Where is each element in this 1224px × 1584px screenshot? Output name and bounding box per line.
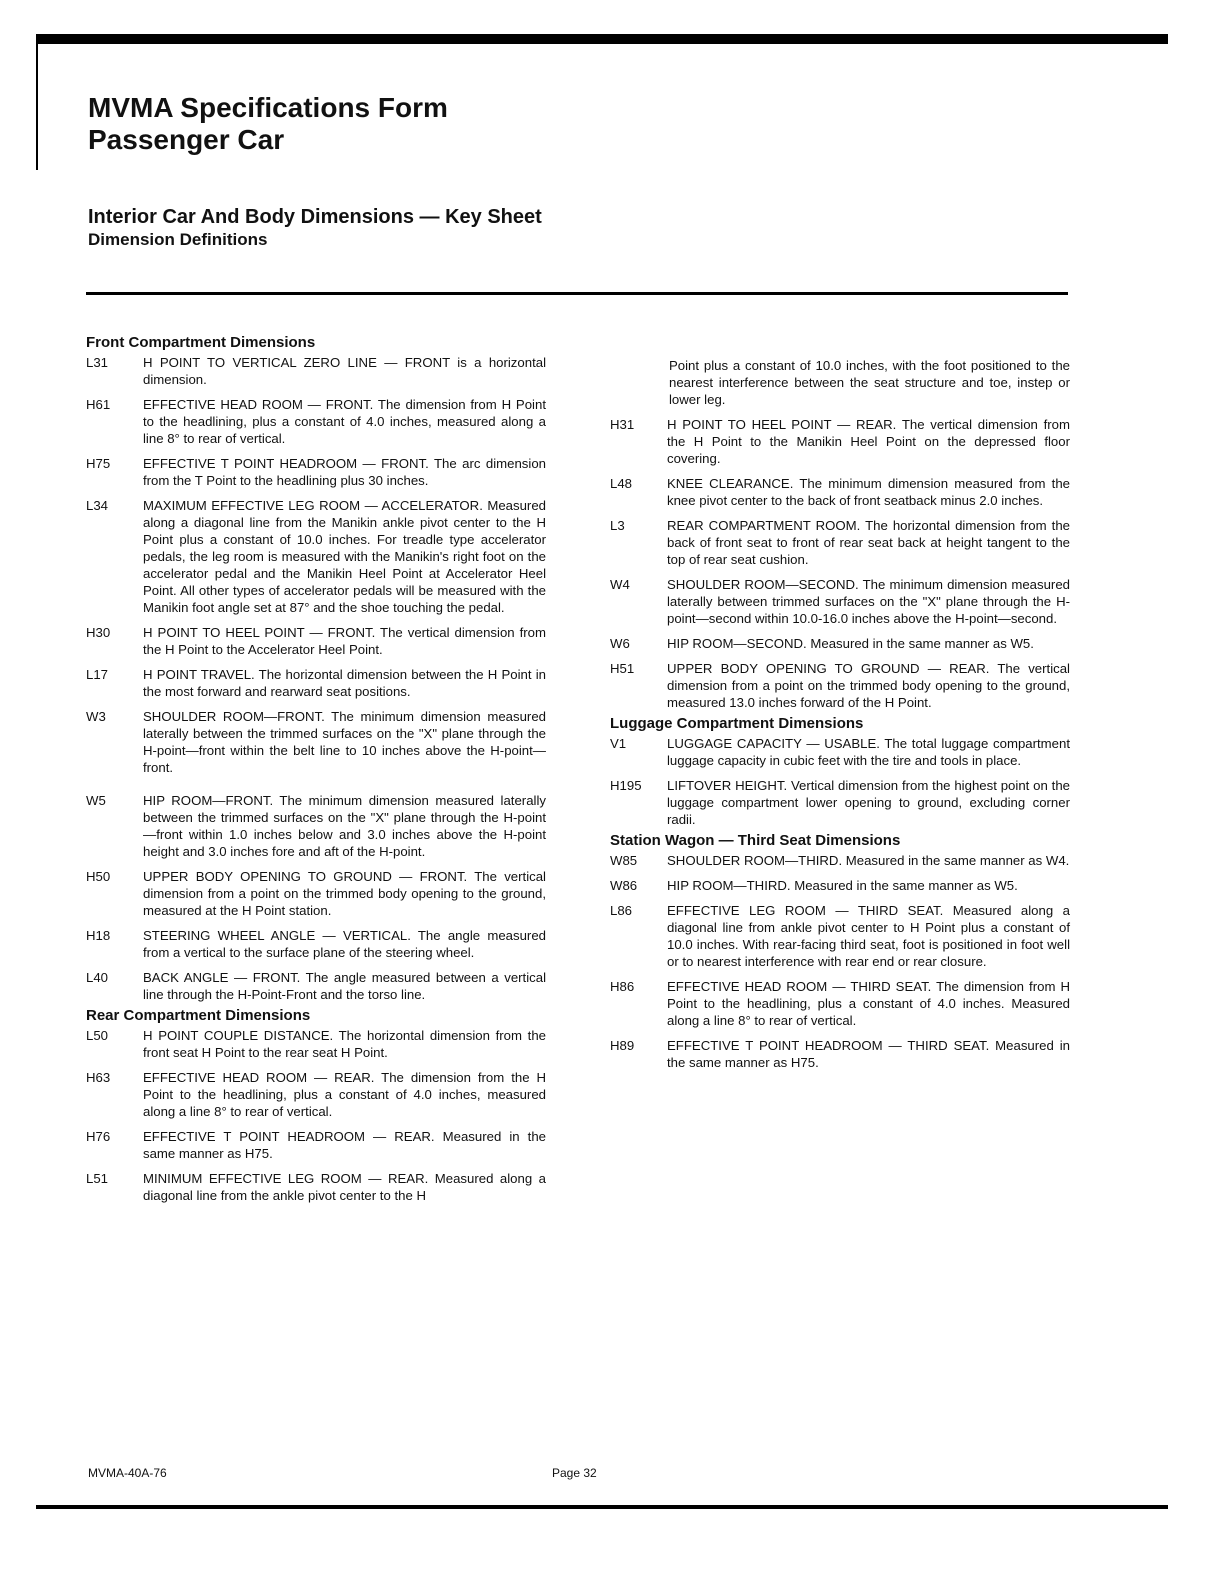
dimension-code: W6 — [610, 636, 630, 651]
dimension-code: L51 — [86, 1171, 109, 1186]
definition-entry — [610, 660, 1070, 711]
dimension-text: KNEE CLEARANCE. The minimum dimension measured from the knee pivot center to the back of front seatback minus 2.0 inches. — [667, 476, 1070, 508]
definition-entry — [86, 666, 546, 700]
dimension-text: EFFECTIVE LEG ROOM — THIRD SEAT. Measured along a diagonal line from ankle pivot center to H Point plus a constant of 10.0 inches. With rear-facing third seat, foot is positioned in foot well or to nearest interference with rear end or rear closure. — [667, 903, 1070, 969]
definition-entry — [610, 475, 1070, 509]
right-column — [610, 357, 1070, 1079]
definition-entry — [86, 396, 546, 447]
dimension-text: EFFECTIVE T POINT HEADROOM — FRONT. The arc dimension from the T Point to the headlining plus 30 inches. — [143, 456, 546, 488]
dimension-code: L86 — [610, 903, 633, 918]
definition-entry — [86, 354, 546, 388]
dimension-code: L40 — [86, 970, 109, 985]
definition-entry — [610, 852, 1070, 869]
dimension-text: EFFECTIVE HEAD ROOM — FRONT. The dimension from H Point to the headlining, plus a constant of 4.0 inches, measured along a line 8° to rear of vertical. — [143, 397, 546, 446]
dimension-code: W85 — [610, 853, 638, 868]
dimension-text: EFFECTIVE HEAD ROOM — THIRD SEAT. The dimension from H Point to the headlining, plus a constant of 4.0 inches. Measured along a line 8° to rear of vertical. — [667, 979, 1070, 1028]
definition-entry — [86, 1170, 546, 1204]
dimension-code: W4 — [610, 577, 630, 592]
title-line-2: Passenger Car — [88, 124, 285, 155]
definition-entry — [86, 455, 546, 489]
document-title — [88, 92, 448, 156]
definition-entry — [86, 969, 546, 1003]
left-column — [86, 330, 546, 1212]
dimension-code: L34 — [86, 498, 109, 513]
dimension-text: H POINT COUPLE DISTANCE. The horizontal dimension from the front seat H Point to the rear seat H Point. — [143, 1028, 546, 1060]
subtitle: Interior Car And Body Dimensions — Key Sheet — [88, 206, 542, 228]
dimension-text: EFFECTIVE T POINT HEADROOM — THIRD SEAT. Measured in the same manner as H75. — [667, 1038, 1070, 1070]
dimension-text: H POINT TO HEEL POINT — REAR. The vertical dimension from the H Point to the Manikin Heel Point on the depressed floor covering. — [667, 417, 1070, 466]
dimension-code: V1 — [610, 736, 627, 751]
section-title-luggage: Luggage Compartment Dimensions — [610, 715, 864, 732]
dimension-code: H61 — [86, 397, 111, 412]
section-title-wagon: Station Wagon — Third Seat Dimensions — [610, 832, 901, 849]
dimension-code: H63 — [86, 1070, 111, 1085]
subsubtitle: Dimension Definitions — [88, 230, 268, 249]
definition-entry — [86, 708, 546, 776]
definition-entry — [86, 497, 546, 616]
dimension-text: BACK ANGLE — FRONT. The angle measured between a vertical line through the H-Point-Front and the torso line. — [143, 970, 546, 1002]
section-title-front: Front Compartment Dimensions — [86, 334, 316, 351]
definition-entry — [610, 777, 1070, 828]
dimension-text: SHOULDER ROOM—SECOND. The minimum dimension measured laterally between trimmed surfaces on the "X" plane through the H-point—second within 10.0-16.0 inches above the H-point—second. — [667, 577, 1070, 626]
definition-entry — [86, 1027, 546, 1061]
definition-entry — [610, 877, 1070, 894]
page-number: Page 32 — [552, 1466, 597, 1480]
dimension-code: W3 — [86, 709, 106, 724]
dimension-code: H30 — [86, 625, 111, 640]
definition-entry — [610, 635, 1070, 652]
dimension-code: W5 — [86, 793, 106, 808]
top-rule — [36, 34, 1168, 44]
definition-entry — [86, 1069, 546, 1120]
dimension-text: REAR COMPARTMENT ROOM. The horizontal dimension from the back of front seat to front of rear seat back at height tangent to the top of rear seat cushion. — [667, 518, 1070, 567]
dimension-code: H31 — [610, 417, 635, 432]
section-divider — [86, 292, 1068, 295]
side-rule — [36, 34, 38, 170]
dimension-code: L48 — [610, 476, 633, 491]
definition-entry — [86, 792, 546, 860]
dimension-code: H195 — [610, 778, 642, 793]
dimension-text: HIP ROOM—FRONT. The minimum dimension measured laterally between the trimmed surfaces on the "X" plane through the H-point—front within 1.0 inches below and 3.0 inches above the H-point height and 3.0 inches fore and aft of the H-point. — [143, 793, 546, 859]
dimension-text: H POINT TO VERTICAL ZERO LINE — FRONT is a horizontal dimension. — [143, 355, 546, 387]
dimension-text: LIFTOVER HEIGHT. Vertical dimension from the highest point on the luggage compartment lower opening to ground, excluding corner radii. — [667, 778, 1070, 827]
dimension-text: HIP ROOM—THIRD. Measured in the same manner as W5. — [667, 878, 1018, 893]
dimension-text: HIP ROOM—SECOND. Measured in the same manner as W5. — [667, 636, 1034, 651]
definition-entry — [86, 624, 546, 658]
continued-text: Point plus a constant of 10.0 inches, with the foot positioned to the nearest interference between the seat structure and toe, instep or lower leg. — [669, 358, 1070, 407]
form-id: MVMA-40A-76 — [88, 1466, 167, 1480]
dimension-code: L50 — [86, 1028, 109, 1043]
definition-entry — [610, 735, 1070, 769]
definition-entry — [610, 902, 1070, 970]
dimension-text: MINIMUM EFFECTIVE LEG ROOM — REAR. Measured along a diagonal line from the ankle pivot center to the H — [143, 1171, 546, 1203]
definition-entry — [610, 978, 1070, 1029]
dimension-text: LUGGAGE CAPACITY — USABLE. The total luggage compartment luggage capacity in cubic feet with the tire and tools in place. — [667, 736, 1070, 768]
dimension-text: EFFECTIVE T POINT HEADROOM — REAR. Measured in the same manner as H75. — [143, 1129, 546, 1161]
dimension-code: L3 — [610, 518, 625, 533]
title-line-1: MVMA Specifications Form — [88, 92, 448, 123]
subheading — [88, 205, 542, 251]
dimension-text: STEERING WHEEL ANGLE — VERTICAL. The angle measured from a vertical to the surface plane of the steering wheel. — [143, 928, 546, 960]
dimension-text: SHOULDER ROOM—FRONT. The minimum dimension measured laterally between the trimmed surfaces on the "X" plane through the H-point—front within the belt line to 10 inches above the H-point—front. — [143, 709, 546, 775]
dimension-code: H18 — [86, 928, 111, 943]
dimension-text: MAXIMUM EFFECTIVE LEG ROOM — ACCELERATOR. Measured along a diagonal line from the Manikin ankle pivot center to the H Point plus a constant of 10.0 inches. For treadle type accelerator pedals, the leg room is measured with the Manikin's right foot on the accelerator pedal and the Manikin Heel Point at Accelerator Heel Point. All other types of accelerator pedals will be measured with the Manikin foot angle set at 87° and the shoe touching the pedal. — [143, 498, 546, 615]
definition-entry — [610, 416, 1070, 467]
definition-entry — [86, 927, 546, 961]
dimension-code: H76 — [86, 1129, 111, 1144]
dimension-text: UPPER BODY OPENING TO GROUND — FRONT. The vertical dimension from a point on the trimmed body opening to the ground, measured at the H Point station. — [143, 869, 546, 918]
dimension-text: H POINT TO HEEL POINT — FRONT. The vertical dimension from the H Point to the Accelerator Heel Point. — [143, 625, 546, 657]
section-title-rear: Rear Compartment Dimensions — [86, 1007, 311, 1024]
dimension-text: SHOULDER ROOM—THIRD. Measured in the same manner as W4. — [667, 853, 1070, 868]
definition-entry — [86, 868, 546, 919]
dimension-code: H50 — [86, 869, 111, 884]
dimension-code: W86 — [610, 878, 638, 893]
dimension-code: H51 — [610, 661, 635, 676]
dimension-code: H89 — [610, 1038, 635, 1053]
definition-entry — [610, 1037, 1070, 1071]
dimension-text: UPPER BODY OPENING TO GROUND — REAR. The vertical dimension from a point on the trimmed body opening to the ground, measured 13.0 inches forward of the H Point. — [667, 661, 1070, 710]
bottom-rule — [36, 1505, 1168, 1509]
definition-entry — [610, 576, 1070, 627]
dimension-text: H POINT TRAVEL. The horizontal dimension between the H Point in the most forward and rearward seat positions. — [143, 667, 546, 699]
definition-entry — [610, 517, 1070, 568]
definition-entry — [86, 1128, 546, 1162]
dimension-code: H86 — [610, 979, 635, 994]
dimension-text: EFFECTIVE HEAD ROOM — REAR. The dimension from the H Point to the headlining, plus a constant of 4.0 inches, measured along a line 8° to rear of vertical. — [143, 1070, 546, 1119]
dimension-code: L17 — [86, 667, 109, 682]
dimension-code: H75 — [86, 456, 111, 471]
dimension-code: L31 — [86, 355, 109, 370]
